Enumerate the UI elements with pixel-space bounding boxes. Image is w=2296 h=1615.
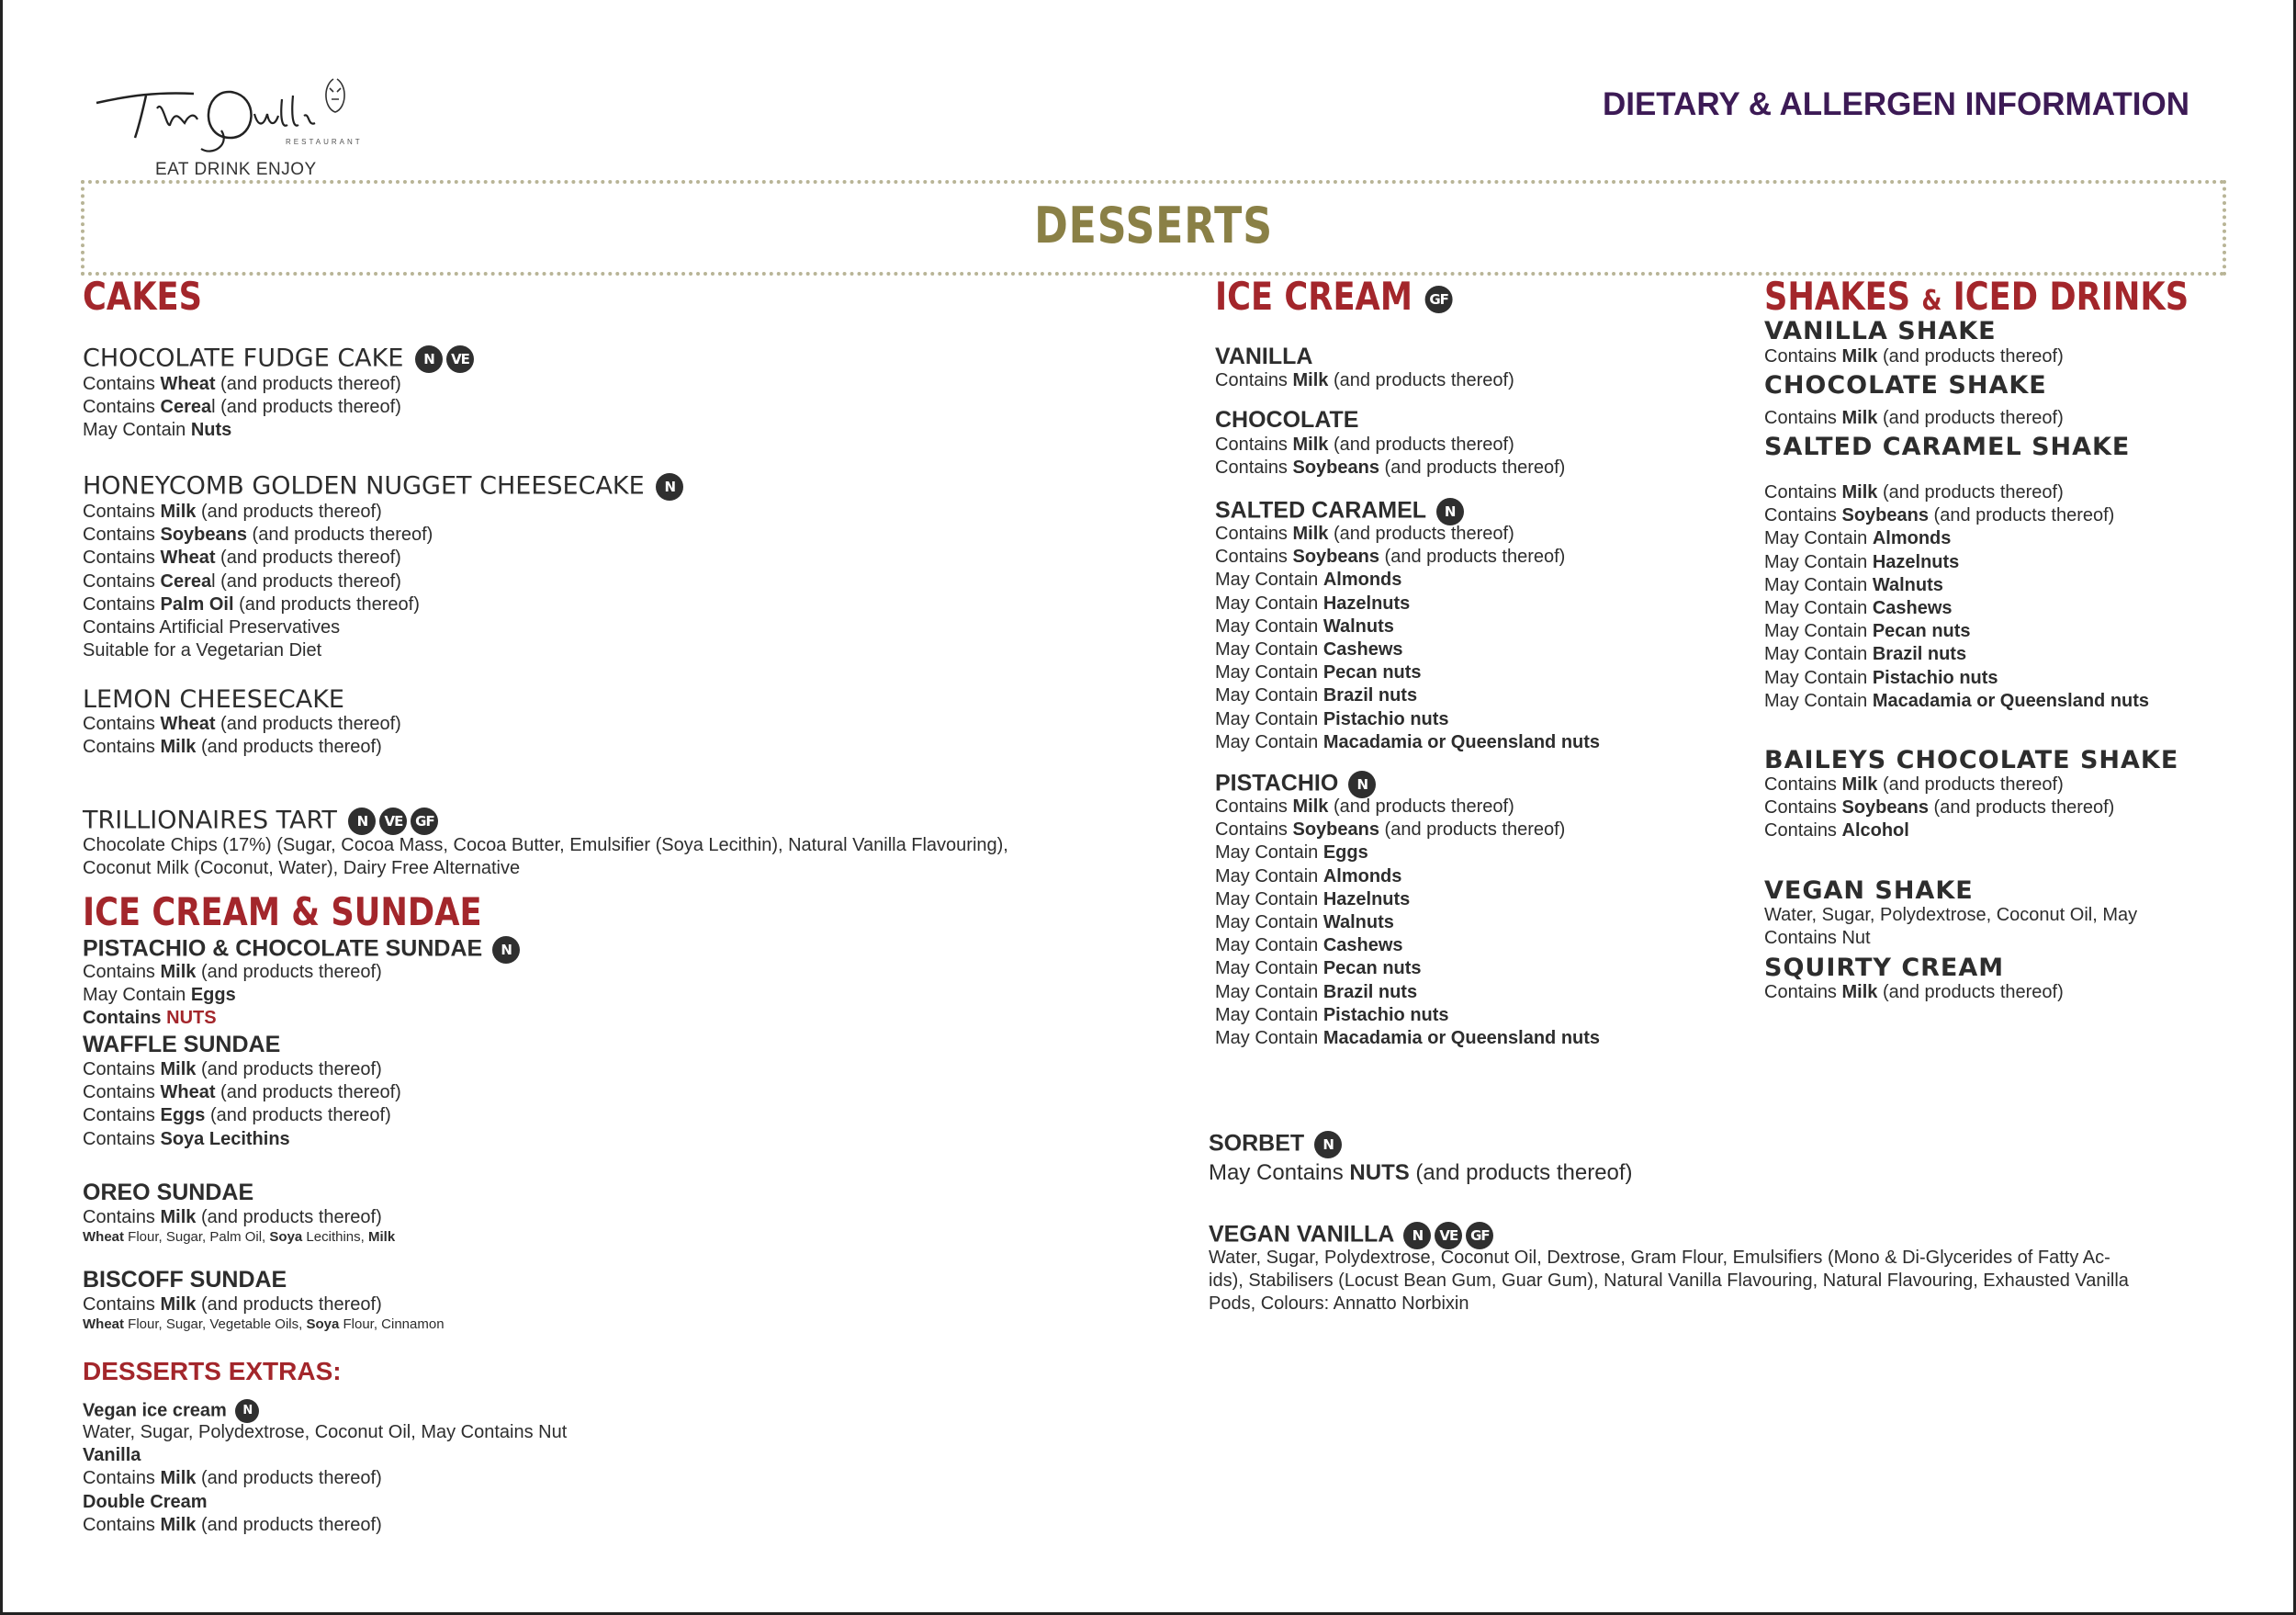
item-heading-oreo-sundae: OREO SUNDAE <box>83 1180 254 1205</box>
gluten-free-badge-icon: GF <box>1466 1222 1493 1249</box>
item-allergens-pistachio: Contains Milk (and products thereof) Contains Soybeans (and products thereof) May Contain Eggs May Contain Almonds May Contain Hazelnuts May Contain Walnuts May Contain Cashews May Contain Pecan nuts May Contain Brazil nuts May Contain Pistachio nuts May Contain Macadamia or Queensland nuts <box>1215 796 1601 1048</box>
item-heading-vanilla-extra: Vanilla <box>83 1445 141 1466</box>
item-heading-vegan-shake: VEGAN SHAKE <box>1764 876 1974 905</box>
item-allergens-chocolate-fudge-cake: Contains Wheat (and products thereof) Contains Cereal (and products thereof) May Contain Nuts <box>83 374 401 441</box>
item-allergens-salted-caramel: Contains Milk (and products thereof) Contains Soybeans (and products thereof) May Contain Almonds May Contain Hazelnuts May Contain Walnuts May Contain Cashews May Contain Pecan nuts May Contain Brazil nuts May Contain Pistachio nuts May Contain Macadamia or Queensland nuts <box>1215 524 1601 752</box>
item-heading-trillionaires-tart: TRILLIONAIRES TART N VE GF <box>83 808 438 835</box>
item-allergens-sorbet: May Contains NUTS (and products thereof) <box>1209 1160 1633 1185</box>
item-ingredients-vegan-shake: Water, Sugar, Polydextrose, Coconut Oil, May Contains Nut <box>1764 905 2138 949</box>
banner-title: DESSERTS <box>1034 197 1273 254</box>
item-heading-biscoff-sundae: BISCOFF SUNDAE <box>83 1267 287 1293</box>
vegan-badge-icon: VE <box>1435 1222 1462 1249</box>
section-title-desserts-extras: DESSERTS EXTRAS: <box>83 1357 342 1385</box>
item-allergens-vanilla-shake: Contains Milk (and products thereof) <box>1764 346 2064 367</box>
item-heading-chocolate-fudge-cake: CHOCOLATE FUDGE CAKE N VE <box>83 345 474 373</box>
item-allergens-honeycomb-cheesecake: Contains Milk (and products thereof) Contains Soybeans (and products thereof) Contains Wheat (and products thereof) Contains Cereal (and products thereof) Contains Palm Oil (and products thereof) Contains Artificial Preservatives Suitable for a Vegetarian Diet <box>83 502 433 661</box>
vegan-badge-icon: VE <box>379 808 407 835</box>
item-allergens-chocolate-shake: Contains Milk (and products thereof) <box>1764 408 2064 428</box>
nuts-badge-icon: N <box>492 936 520 964</box>
item-heading-lemon-cheesecake: LEMON CHEESECAKE <box>83 685 344 714</box>
item-heading-vegan-vanilla: VEGAN VANILLA N VE GF <box>1209 1222 1493 1249</box>
item-ingredients-biscoff-sundae: Wheat Flour, Sugar, Vegetable Oils, Soya Flour, Cinnamon <box>83 1316 445 1332</box>
item-heading-honeycomb-cheesecake: HONEYCOMB GOLDEN NUGGET CHEESECAKE N <box>83 473 683 501</box>
nuts-badge-icon: N <box>348 808 376 835</box>
item-allergens-chocolate: Contains Milk (and products thereof) Contains Soybeans (and products thereof) <box>1215 435 1566 479</box>
restaurant-logo <box>93 72 387 182</box>
item-heading-baileys-chocolate-shake: BAILEYS CHOCOLATE SHAKE <box>1764 746 2179 774</box>
nuts-badge-icon: N <box>1403 1222 1431 1249</box>
item-heading-pistachio: PISTACHIO N <box>1215 771 1376 798</box>
item-ingredients-oreo-sundae: Wheat Flour, Sugar, Palm Oil, Soya Lecithins, Milk <box>83 1229 396 1245</box>
nuts-badge-icon: N <box>1436 498 1464 525</box>
logo-tagline: EAT DRINK ENJOY <box>155 160 317 179</box>
item-heading-squirty-cream: SQUIRTY CREAM <box>1764 954 2005 982</box>
item-allergens-vanilla: Contains Milk (and products thereof) <box>1215 370 1514 390</box>
nuts-badge-icon: N <box>235 1399 259 1423</box>
item-allergens-oreo-sundae: Contains Milk (and products thereof) <box>83 1207 382 1227</box>
section-title-cakes: CAKES <box>83 274 203 319</box>
item-heading-waffle-sundae: WAFFLE SUNDAE <box>83 1032 281 1057</box>
nuts-badge-icon: N <box>1348 771 1376 798</box>
gluten-free-badge-icon: GF <box>1424 286 1452 313</box>
gluten-free-badge-icon: GF <box>411 808 438 835</box>
section-title-ice-cream: ICE CREAM GF <box>1215 277 1450 316</box>
document-title: DIETARY & ALLERGEN INFORMATION <box>1602 86 2189 122</box>
item-heading-salted-caramel-shake: SALTED CARAMEL SHAKE <box>1764 433 2131 461</box>
quills-logo-icon <box>93 72 387 164</box>
item-ingredients-vegan-vanilla: Water, Sugar, Polydextrose, Coconut Oil, Dextrose, Gram Flour, Emulsifiers (Mono & Di-Glycerides of Fatty Ac- ids), Stabilisers (Locust Bean Gum, Guar Gum), Natural Vanilla Flavouring, Natural Flavouring, Exhausted Vanilla Pods, Colours: Annatto Norbixin <box>1209 1248 2129 1315</box>
desserts-banner <box>81 180 2226 276</box>
item-heading-sorbet: SORBET N <box>1209 1131 1342 1158</box>
item-heading-chocolate-shake: CHOCOLATE SHAKE <box>1764 371 2047 400</box>
item-allergens-waffle-sundae: Contains Milk (and products thereof) Contains Wheat (and products thereof) Contains Eggs (and products thereof) Contains Soya Lecithins <box>83 1059 401 1149</box>
item-allergens-pistachio-chocolate-sundae: Contains Milk (and products thereof) May Contain Eggs Contains NUTS <box>83 962 382 1029</box>
item-ingredients-trillionaires-tart: Chocolate Chips (17%) (Sugar, Cocoa Mass, Cocoa Butter, Emulsifier (Soya Lecithin), Natural Vanilla Flavouring), Coconut Milk (Coconut, Water), Dairy Free Alternative <box>83 835 1008 879</box>
item-heading-double-cream: Double Cream <box>83 1491 208 1512</box>
item-allergens-baileys-chocolate-shake: Contains Milk (and products thereof) Contains Soybeans (and products thereof) Contains Alcohol <box>1764 774 2115 841</box>
section-title-shakes-iced-drinks: SHAKES & ICED DRINKS <box>1764 274 2189 319</box>
item-allergens-squirty-cream: Contains Milk (and products thereof) <box>1764 982 2064 1002</box>
item-heading-vanilla-shake: VANILLA SHAKE <box>1764 317 1997 345</box>
item-heading-vanilla: VANILLA <box>1215 344 1313 369</box>
item-allergens-salted-caramel-shake: Contains Milk (and products thereof) Contains Soybeans (and products thereof) May Contain Almonds May Contain Hazelnuts May Contain Walnuts May Contain Cashews May Contain Pecan nuts May Contain Brazil nuts May Contain Pistachio nuts May Contain Macadamia or Queensland nuts <box>1764 482 2150 711</box>
section-title-ice-cream-sundae: ICE CREAM & SUNDAE <box>83 889 482 934</box>
item-heading-vegan-ice-cream: Vegan ice cream N <box>83 1399 259 1423</box>
vegan-badge-icon: VE <box>446 345 474 373</box>
item-heading-salted-caramel: SALTED CARAMEL N <box>1215 498 1464 525</box>
item-allergens-biscoff-sundae: Contains Milk (and products thereof) <box>83 1294 382 1315</box>
logo-subtitle: RESTAURANT <box>286 138 363 146</box>
nuts-badge-icon: N <box>1314 1131 1342 1158</box>
item-allergens-lemon-cheesecake: Contains Wheat (and products thereof) Contains Milk (and products thereof) <box>83 714 401 758</box>
item-heading-chocolate: CHOCOLATE <box>1215 407 1359 433</box>
nuts-badge-icon: N <box>415 345 443 373</box>
nuts-badge-icon: N <box>656 473 683 501</box>
item-heading-pistachio-chocolate-sundae: PISTACHIO & CHOCOLATE SUNDAE N <box>83 936 520 964</box>
item-extras-details: Water, Sugar, Polydextrose, Coconut Oil, May Contains Nut Vanilla Contains Milk (and products thereof) Double Cream Contains Milk (and products thereof) <box>83 1422 568 1535</box>
